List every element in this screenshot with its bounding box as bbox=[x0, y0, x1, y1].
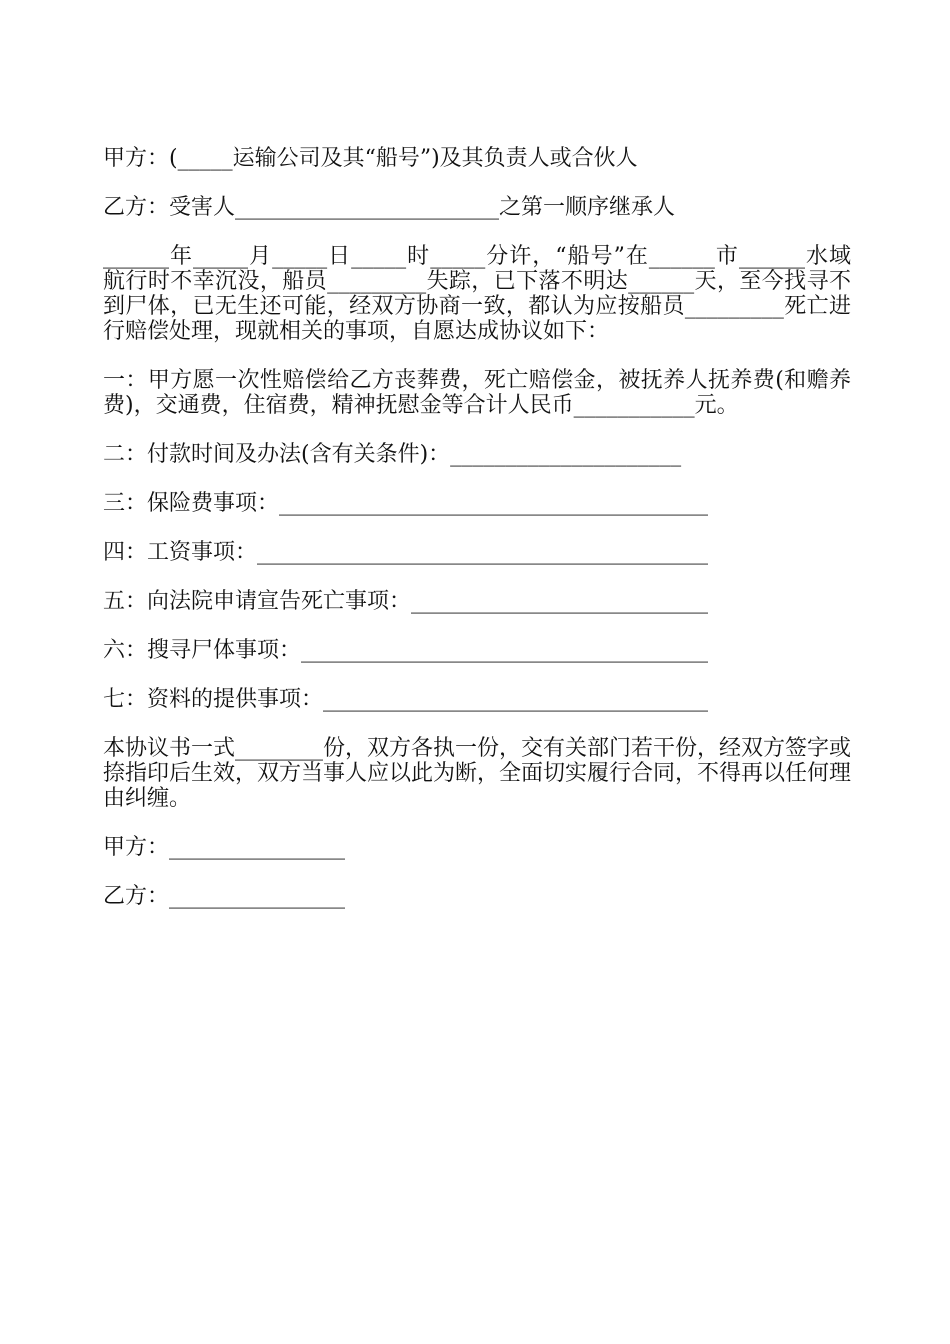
clause-6: 六：搜寻尸体事项：_____________________________________ bbox=[103, 638, 709, 663]
intro-paragraph: ______年_____月_____日_____时_____分许，“船号”在______市______水域航行时不幸沉没，船员_________失踪，已下落不明达______天，至今找寻不到尸体，已无生还可能，经双方协商一致，都认为应按船员_________死亡进行赔偿处理，现就相关的事项，自愿达成协议如下： bbox=[103, 244, 851, 344]
signature-party-a: 甲方：________________ bbox=[103, 835, 346, 860]
clause-7: 七：资料的提供事项：___________________________________ bbox=[103, 687, 709, 712]
clause-2: 二：付款时间及办法(含有关条件)：_____________________ bbox=[103, 442, 682, 467]
agreement-document bbox=[103, 146, 851, 909]
clause-1: 一：甲方愿一次性赔偿给乙方丧葬费，死亡赔偿金，被抚养人抚养费(和赡养费)，交通费，住宿费，精神抚慰金等合计人民币___________元。 bbox=[103, 368, 851, 418]
clause-4: 四：工资事项：_________________________________________ bbox=[103, 540, 709, 565]
signature-party-b: 乙方：________________ bbox=[103, 884, 346, 909]
clause-5: 五：向法院申请宣告死亡事项：___________________________ bbox=[103, 589, 709, 614]
party-a-line: 甲方：(_____运输公司及其“船号”)及其负责人或合伙人 bbox=[103, 146, 638, 171]
party-b-line: 乙方：受害人________________________之第一顺序继承人 bbox=[103, 195, 676, 220]
closing-paragraph: 本协议书一式________份，双方各执一份，交有关部门若干份，经双方签字或捺指印后生效，双方当事人应以此为断，全面切实履行合同，不得再以任何理由纠缠。 bbox=[103, 736, 852, 811]
clause-3: 三：保险费事项：_______________________________________ bbox=[103, 491, 709, 516]
